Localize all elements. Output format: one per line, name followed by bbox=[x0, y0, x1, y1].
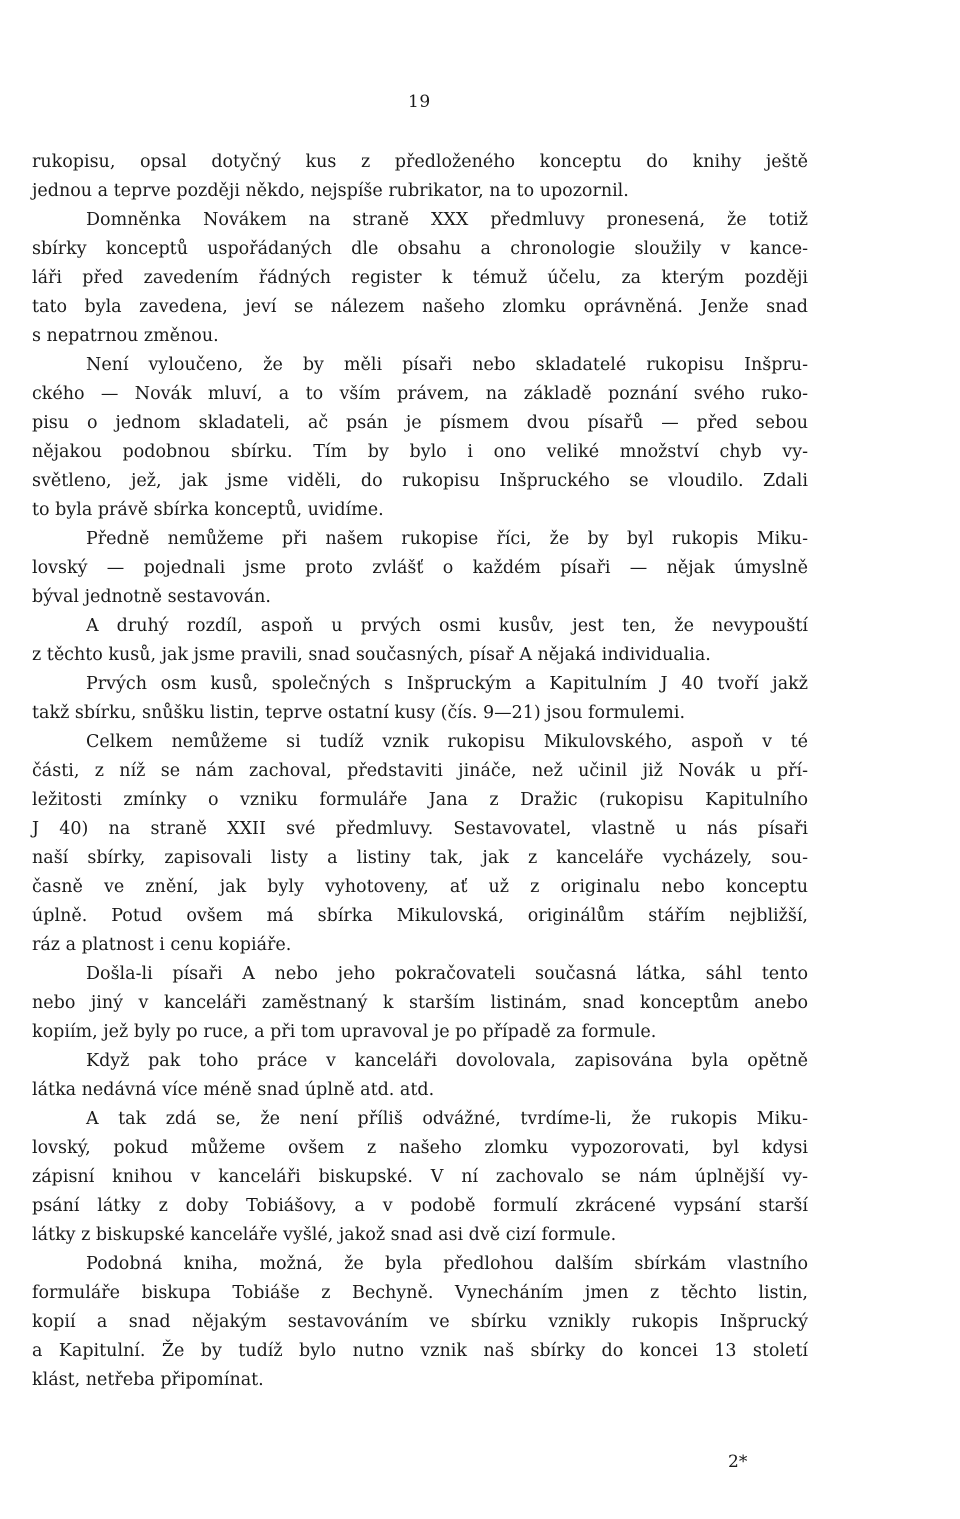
text-line: býval jednotně sestavován. bbox=[32, 587, 271, 607]
text-line: Došla-li písaři A nebo jeho pokračovateli současná látka, sáhl tento bbox=[86, 964, 808, 984]
text-line: kopií a snad nějakým sestavováním ve sbírku vznikly rukopis Inšprucký bbox=[32, 1312, 808, 1332]
text-line: ráz a platnost i cenu kopiáře. bbox=[32, 935, 292, 955]
text-line: látky z biskupské kanceláře vyšlé, jakož snad asi dvě cizí formule. bbox=[32, 1225, 617, 1245]
text-line: zápisní knihou v kanceláři biskupské. V ní zachovalo se nám úplnější vy- bbox=[32, 1167, 808, 1187]
text-line: to byla právě sbírka konceptů, uvidíme. bbox=[32, 500, 384, 520]
text-line: nějakou podobnou sbírku. Tím by bylo i ono veliké množství chyb vy- bbox=[32, 442, 808, 462]
text-line: formuláře biskupa Tobiáše z Bechyně. Vynecháním jmen z těchto listin, bbox=[32, 1283, 808, 1303]
text-line: Podobná kniha, možná, že byla předlohou dalším sbírkám vlastního bbox=[86, 1254, 808, 1274]
text-line: A druhý rozdíl, aspoň u prvých osmi kusův, jest ten, že nevypouští bbox=[86, 616, 808, 636]
text-line: s nepatrnou změnou. bbox=[32, 326, 219, 346]
text-line: naší sbírky, zapisovali listy a listiny tak, jak z kanceláře vycházely, sou- bbox=[32, 848, 808, 868]
text-line: tato byla zavedena, jeví se nálezem našeho zlomku oprávněná. Jenže snad bbox=[32, 297, 808, 317]
body-text bbox=[32, 148, 808, 1395]
text-line: časně ve znění, jak byly vyhotoveny, ať už z originalu nebo konceptu bbox=[32, 877, 808, 897]
text-line: z těchto kusů, jak jsme pravili, snad současných, písař A nějaká individualia. bbox=[32, 645, 711, 665]
text-line: světleno, jež, jak jsme viděli, do rukopisu Inšpruckého se vloudilo. Zdali bbox=[32, 471, 808, 491]
text-line: látka nedávná více méně snad úplně atd. atd. bbox=[32, 1080, 435, 1100]
text-line: takž sbírku, snůšku listin, teprve ostatní kusy (čís. 9—21) jsou formulemi. bbox=[32, 703, 686, 723]
page-number: 19 bbox=[408, 92, 431, 112]
text-line: Celkem nemůžeme si tudíž vznik rukopisu Mikulovského, aspoň v té bbox=[86, 732, 808, 752]
text-line: Není vyloučeno, že by měli písaři nebo skladatelé rukopisu Inšpru- bbox=[86, 355, 808, 375]
text-line: Předně nemůžeme při našem rukopise říci, že by byl rukopis Miku- bbox=[86, 529, 808, 549]
text-line: a Kapitulní. Že by tudíž bylo nutno vznik naš sbírky do koncei 13 století bbox=[32, 1341, 808, 1361]
text-line: kopiím, jež byly po ruce, a při tom upravoval je po případě za formule. bbox=[32, 1022, 657, 1042]
signature-mark: 2* bbox=[728, 1452, 748, 1472]
text-line: sbírky konceptů uspořádaných dle obsahu a chronologie sloužily v kance- bbox=[32, 239, 808, 259]
text-line: rukopisu, opsal dotyčný kus z předloženého konceptu do knihy ještě bbox=[32, 152, 808, 172]
text-line: úplně. Potud ovšem má sbírka Mikulovská, originálům stářím nejbližší, bbox=[32, 906, 808, 926]
text-line: nebo jiný v kanceláři zaměstnaný k starším listinám, snad konceptům anebo bbox=[32, 993, 808, 1013]
text-line: láři před zavedením řádných register k témuž účelu, za kterým později bbox=[32, 268, 808, 288]
text-line: psání látky z doby Tobiášovy, a v podobě formulí zkrácené vypsání starší bbox=[32, 1196, 808, 1216]
text-line: části, z níž se nám zachoval, představiti jináče, než učinil již Novák u pří- bbox=[32, 761, 808, 781]
text-line: lovský — pojednali jsme proto zvlášť o každém písaři — nějak úmyslně bbox=[32, 558, 808, 578]
text-line: lovský, pokud můžeme ovšem z našeho zlomku vypozorovati, byl kdysi bbox=[32, 1138, 808, 1158]
text-line: A tak zdá se, že není příliš odvážné, tvrdíme-li, že rukopis Miku- bbox=[86, 1109, 808, 1129]
text-line: ležitosti zmínky o vzniku formuláře Jana z Dražic (rukopisu Kapitulního bbox=[32, 790, 808, 810]
text-line: J 40) na straně XXII své předmluvy. Sestavovatel, vlastně u nás písaři bbox=[32, 819, 808, 839]
text-line: Prvých osm kusů, společných s Inšpruckým a Kapitulním J 40 tvoří jakž bbox=[86, 674, 808, 694]
text-line: jednou a teprve později někdo, nejspíše rubrikator, na to upozornil. bbox=[32, 181, 629, 201]
text-line: pisu o jednom skladateli, ač psán je písmem dvou písařů — před sebou bbox=[32, 413, 808, 433]
text-line: ckého — Novák mluví, a to vším právem, na základě poznání svého ruko- bbox=[32, 384, 808, 404]
text-line: Když pak toho práce v kanceláři dovolovala, zapisována byla opětně bbox=[86, 1051, 808, 1071]
text-line: klást, netřeba připomínat. bbox=[32, 1370, 264, 1390]
text-line: Domněnka Novákem na straně XXX předmluvy pronesená, že totiž bbox=[86, 210, 808, 230]
